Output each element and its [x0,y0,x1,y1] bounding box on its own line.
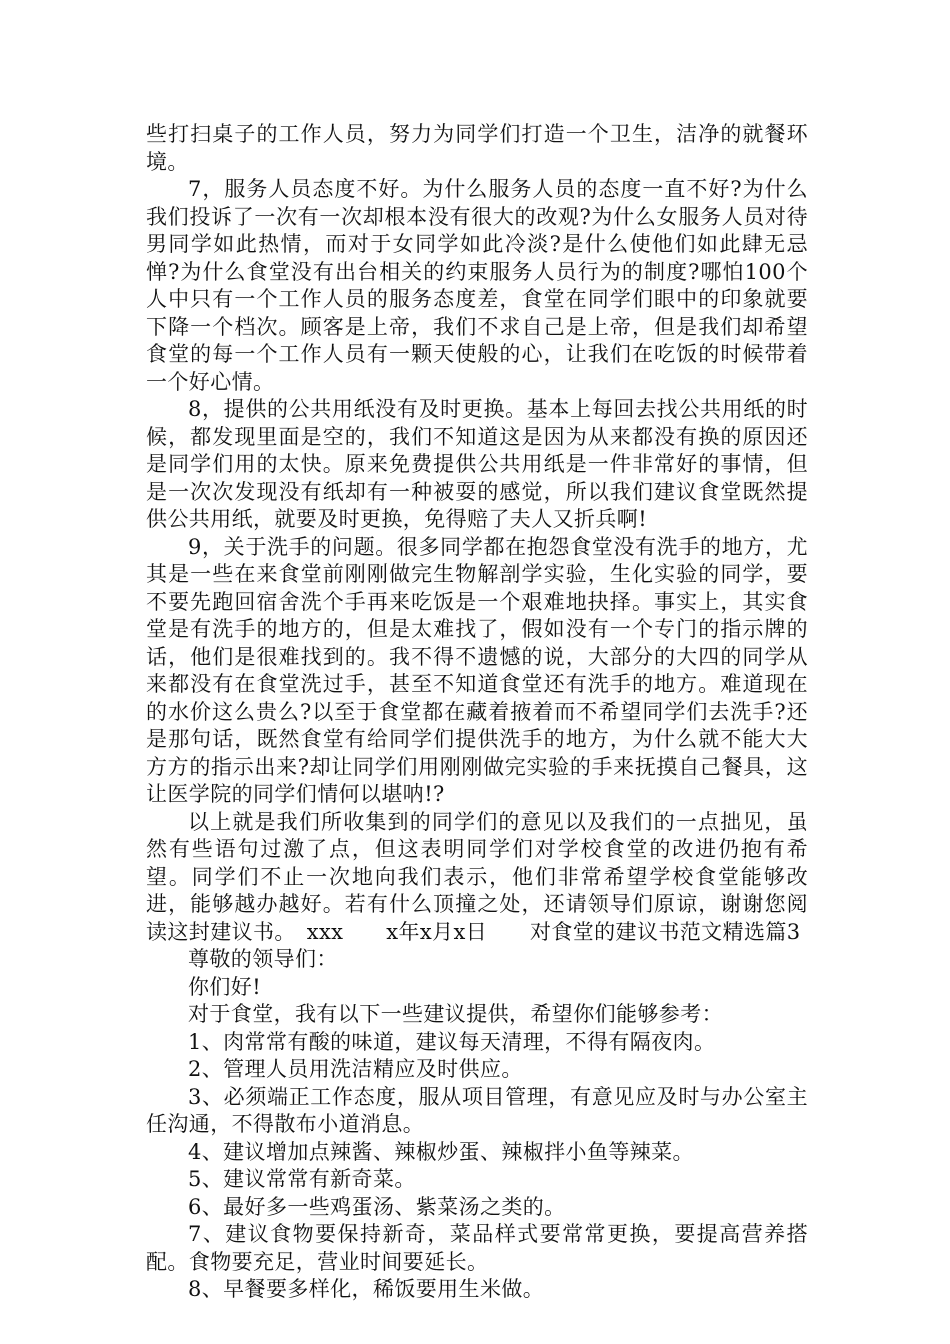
paragraph-summary: 以上就是我们所收集到的同学们的意见以及我们的一点拙见，虽然有些语句过激了点，但这表明同学们对学校食堂的改进仍抱有希望。同学们不止一次地向我们表示，他们非常希望学校食堂能够改进，能够越办越好。若有什么顶撞之处，还请领导们原谅，谢谢您阅读这封建议书。 xxx x年x月x日 对食堂的建议书范文精选篇3 [146,809,808,944]
suggestion-7: 7、建议食物要保持新奇，菜品样式要常常更换，要提高营养搭配。食物要充足，营业时间要延长。 [146,1222,808,1274]
suggestion-3: 3、必须端正工作态度，服从项目管理，有意见应及时与办公室主任沟通，不得散布小道消息。 [146,1084,808,1136]
paragraph-item-9: 9，关于洗手的问题。很多同学都在抱怨食堂没有洗手的地方，尤其是一些在来食堂前刚刚做完生物解剖学实验，生化实验的同学，要不要先跑回宿舍洗个手再来吃饭是一个艰难地抉择。事实上，其实食堂是有洗手的地方的，但是太难找了，假如没有一个专门的指示牌的话，他们是很难找到的。我不得不遗憾的说，大部分的大四的同学从来都没有在食堂洗过手，甚至不知道食堂还有洗手的地方。难道现在的水价这么贵么?以至于食堂都在藏着掖着而不希望同学们去洗手?还是那句话，既然食堂有给同学们提供洗手的地方，为什么就不能大大方方的指示出来?却让同学们用刚刚做完实验的手来抚摸自己餐具，这让医学院的同学们情何以堪呐!? [146,534,808,806]
suggestion-2: 2、管理人员用洗洁精应及时供应。 [188,1057,523,1081]
letter-salutation: 尊敬的领导们： [188,947,338,971]
suggestion-8: 8、早餐要多样化，稀饭要用生米做。 [188,1277,545,1301]
suggestion-4: 4、建议增加点辣酱、辣椒炒蛋、辣椒拌小鱼等辣菜。 [188,1139,694,1164]
document-body [146,121,808,1304]
paragraph-item-7: 7，服务人员态度不好。为什么服务人员的态度一直不好?为什么我们投诉了一次有一次却根本没有很大的改观?为什么女服务人员对待男同学如此热情，而对于女同学如此冷淡?是什么使他们如此肆无忌惮?为什么食堂没有出台相关的约束服务人员行为的制度?哪怕100个人中只有一个工作人员的服务态度差，食堂在同学们眼中的印象就要下降一个档次。顾客是上帝，我们不求自己是上帝，但是我们却希望食堂的每一个工作人员有一颗天使般的心，让我们在吃饭的时候带着一个好心情。 [146,177,808,394]
letter-greeting: 你们好! [188,974,262,999]
suggestion-6: 6、最好多一些鸡蛋汤、紫菜汤之类的。 [188,1194,566,1219]
letter-intro: 对于食堂，我有以下一些建议提供，希望你们能够参考： [188,1002,723,1026]
paragraph-item-8: 8，提供的公共用纸没有及时更换。基本上每回去找公共用纸的时候，都发现里面是空的，我们不知道这是因为从来都没有换的原因还是同学们用的太快。原来免费提供公共用纸是一件非常好的事情，但是一次次发现没有纸却有一种被耍的感觉，所以我们建议食堂既然提供公共用纸，就要及时更换，免得赔了夫人又折兵啊! [146,397,808,531]
suggestion-5: 5、建议常常有新奇菜。 [188,1167,416,1191]
suggestion-1: 1、肉常常有酸的味道，建议每天清理，不得有隔夜肉。 [188,1029,716,1054]
paragraph-continuation: 些打扫桌子的工作人员，努力为同学们打造一个卫生，洁净的就餐环境。 [146,122,808,174]
